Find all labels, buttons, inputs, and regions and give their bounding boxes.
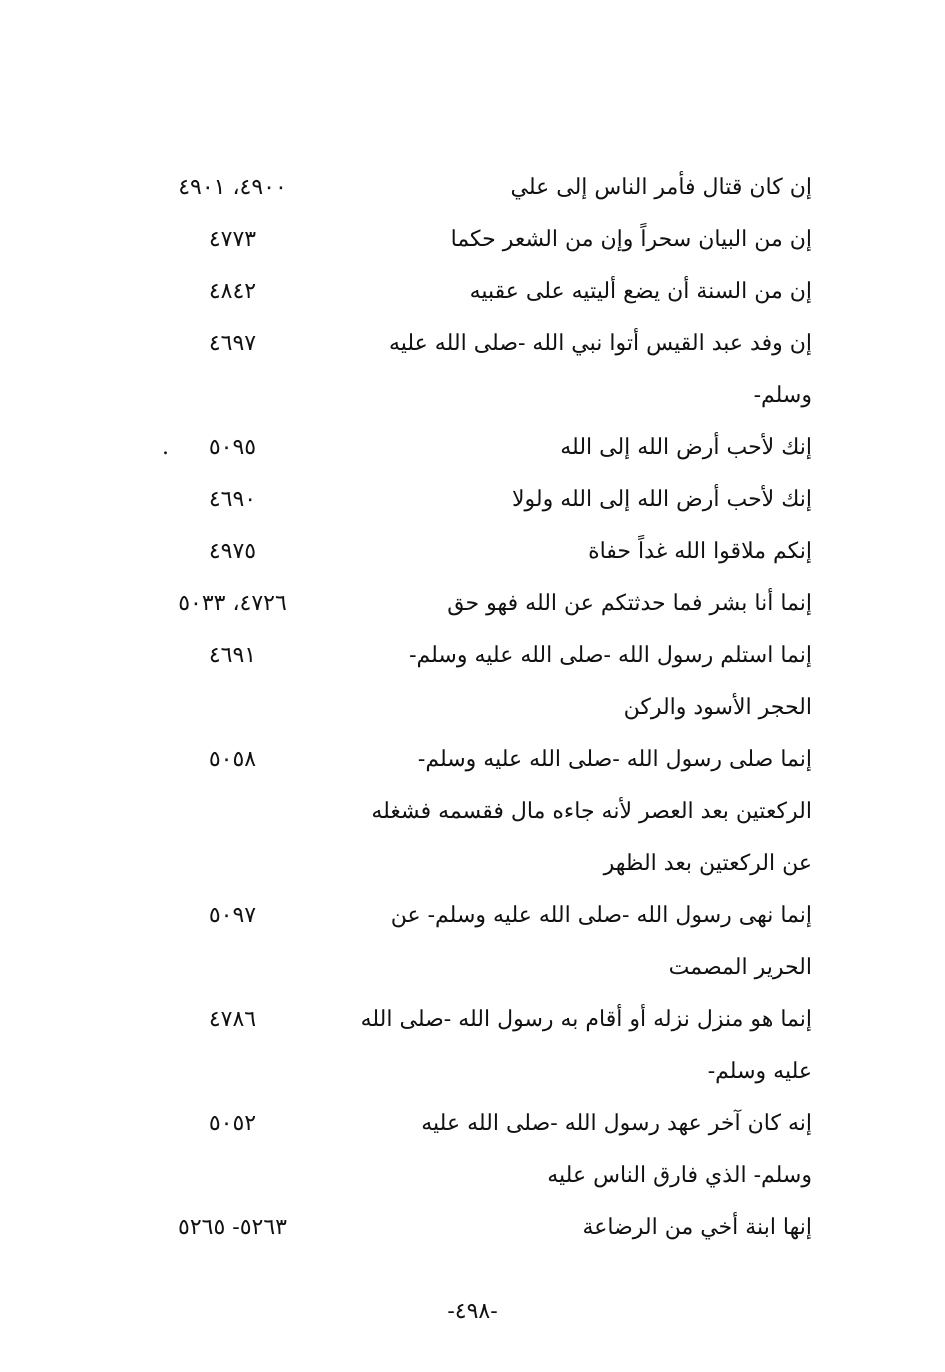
hadith-numbers: ٤٨٤٢ <box>208 279 257 304</box>
hadith-text: الركعتين بعد العصر لأنه جاءه مال فقسمه فشغله <box>371 799 812 824</box>
index-row <box>0 994 945 1046</box>
index-row-continuation <box>0 1150 945 1202</box>
index-row <box>0 526 945 578</box>
hadith-text: عليه وسلم- <box>707 1059 812 1084</box>
page-number: -٤٩٨- <box>447 1299 498 1324</box>
hadith-text: عن الركعتين بعد الظهر <box>603 851 812 876</box>
hadith-index-list <box>0 162 945 1254</box>
index-row <box>0 1202 945 1254</box>
index-row <box>0 162 945 214</box>
hadith-numbers: ٤٦٩٧ <box>208 331 257 356</box>
index-row-continuation <box>0 838 945 890</box>
hadith-numbers: ٥٢٦٣- ٥٢٦٥ <box>178 1215 287 1240</box>
hadith-numbers: ٤٦٩٠ <box>208 487 257 512</box>
index-row <box>0 214 945 266</box>
hadith-text: إنك لأحب أرض الله إلى الله ولولا <box>512 487 812 512</box>
hadith-text: إن كان قتال فأمر الناس إلى علي <box>510 175 812 200</box>
stray-mark: . <box>162 435 169 460</box>
hadith-text: وسلم- الذي فارق الناس عليه <box>547 1163 812 1188</box>
hadith-text: إنما نهى رسول الله -صلى الله عليه وسلم- عن <box>390 903 812 928</box>
hadith-text: إنه كان آخر عهد رسول الله -صلى الله عليه <box>421 1111 812 1136</box>
index-row <box>0 1098 945 1150</box>
hadith-numbers: ٤٧٧٣ <box>208 227 257 252</box>
index-row-continuation <box>0 370 945 422</box>
hadith-text: إنما هو منزل نزله أو أقام به رسول الله -صلى الله <box>360 1007 812 1032</box>
index-row-continuation <box>0 786 945 838</box>
hadith-numbers: ٥٠٩٧ <box>208 903 257 928</box>
hadith-text: إنكم ملاقوا الله غداً حفاة <box>588 539 812 564</box>
index-row <box>0 890 945 942</box>
hadith-numbers: ٥٠٥٨ <box>208 747 257 772</box>
index-row <box>0 474 945 526</box>
index-row-continuation <box>0 942 945 994</box>
hadith-text: إن من البيان سحراً وإن من الشعر حكما <box>450 227 812 252</box>
hadith-numbers: ٥٠٥٢ <box>208 1111 257 1136</box>
hadith-numbers: ٤٧٨٦ <box>208 1007 257 1032</box>
index-row-continuation <box>0 1046 945 1098</box>
index-row-continuation <box>0 682 945 734</box>
hadith-text: وسلم- <box>753 383 812 408</box>
hadith-text: إنها ابنة أخي من الرضاعة <box>582 1215 812 1240</box>
index-row <box>0 578 945 630</box>
hadith-text: إنما استلم رسول الله -صلى الله عليه وسلم- <box>409 643 812 668</box>
hadith-text: إنك لأحب أرض الله إلى الله <box>560 435 812 460</box>
hadith-text: إن من السنة أن يضع أليتيه على عقبيه <box>469 279 812 304</box>
hadith-text: الحرير المصمت <box>668 955 812 980</box>
hadith-numbers: ٤٦٩١ <box>208 643 257 668</box>
index-row <box>0 318 945 370</box>
index-row <box>0 422 945 474</box>
index-row <box>0 266 945 318</box>
hadith-numbers: ٥٠٩٥ <box>208 435 257 460</box>
index-row <box>0 630 945 682</box>
hadith-text: إنما أنا بشر فما حدثتكم عن الله فهو حق <box>447 591 812 616</box>
index-row <box>0 734 945 786</box>
hadith-text: إنما صلى رسول الله -صلى الله عليه وسلم- <box>417 747 812 772</box>
hadith-text: إن وفد عبد القيس أتوا نبي الله -صلى الله عليه <box>388 331 812 356</box>
hadith-numbers: ٤٩٠٠، ٤٩٠١ <box>178 175 287 200</box>
hadith-text: الحجر الأسود والركن <box>623 695 812 720</box>
hadith-numbers: ٤٩٧٥ <box>208 539 257 564</box>
hadith-numbers: ٤٧٢٦، ٥٠٣٣ <box>178 591 287 616</box>
